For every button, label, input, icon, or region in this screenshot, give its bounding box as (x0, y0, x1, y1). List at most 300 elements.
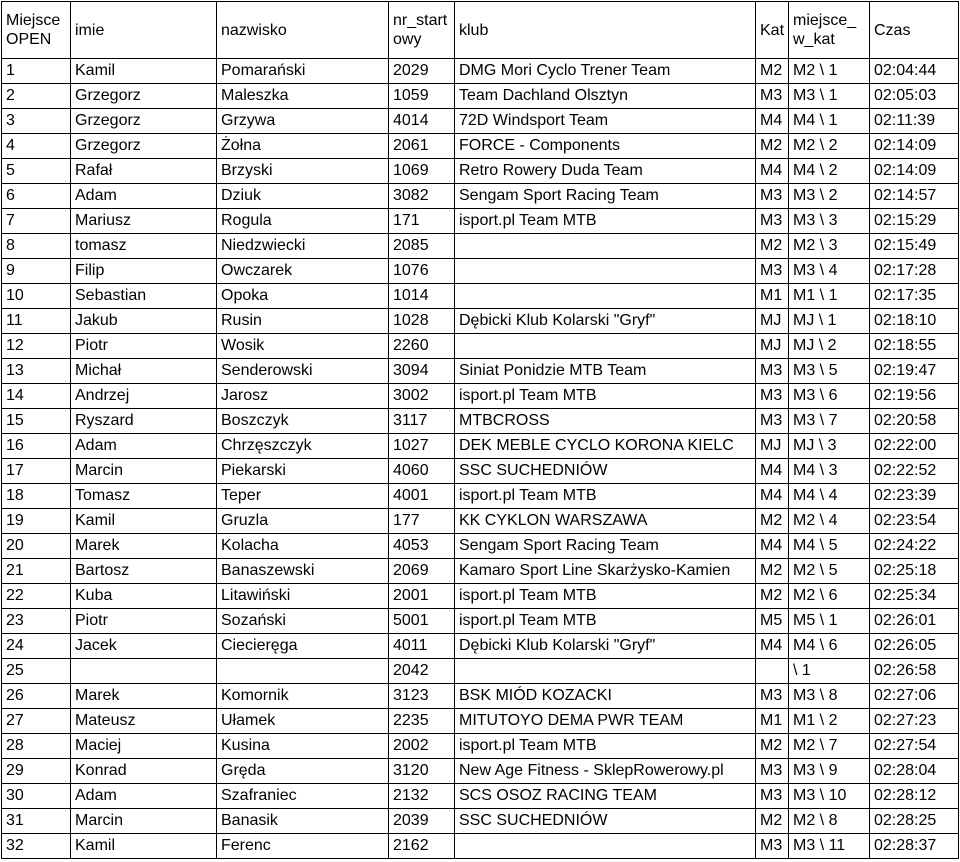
cell-last-name: Pomarański (217, 59, 389, 84)
cell-place: 12 (2, 334, 71, 359)
cell-place: 22 (2, 584, 71, 609)
cell-club: BSK MIÓD KOZACKI (455, 684, 756, 709)
cell-last-name: Banasik (217, 809, 389, 834)
cell-last-name: Banaszewski (217, 559, 389, 584)
table-row (2, 734, 959, 759)
cell-last-name: Żołna (217, 134, 389, 159)
cell-last-name: Dziuk (217, 184, 389, 209)
cell-club: SSC SUCHEDNIÓW (455, 809, 756, 834)
cell-category: M1 (756, 284, 789, 309)
cell-start-number: 177 (389, 509, 455, 534)
header-last-name: nazwisko (217, 2, 389, 59)
cell-place: 29 (2, 759, 71, 784)
cell-time: 02:26:05 (870, 634, 959, 659)
cell-time: 02:20:58 (870, 409, 959, 434)
cell-time: 02:22:52 (870, 459, 959, 484)
cell-start-number: 2132 (389, 784, 455, 809)
cell-club (455, 234, 756, 259)
cell-place: 10 (2, 284, 71, 309)
table-row (2, 584, 959, 609)
cell-time: 02:23:54 (870, 509, 959, 534)
cell-place-in-category: M4 \ 1 (789, 109, 870, 134)
cell-place: 7 (2, 209, 71, 234)
cell-category: M3 (756, 359, 789, 384)
cell-club: Team Dachland Olsztyn (455, 84, 756, 109)
cell-first-name: Tomasz (71, 484, 217, 509)
cell-place: 14 (2, 384, 71, 409)
cell-place-in-category: M2 \ 1 (789, 59, 870, 84)
cell-time: 02:28:04 (870, 759, 959, 784)
cell-last-name: Niedzwiecki (217, 234, 389, 259)
cell-start-number: 4001 (389, 484, 455, 509)
cell-time: 02:28:12 (870, 784, 959, 809)
cell-place: 32 (2, 834, 71, 859)
cell-category: M3 (756, 259, 789, 284)
table-row (2, 534, 959, 559)
cell-time: 02:23:39 (870, 484, 959, 509)
cell-last-name: Kusina (217, 734, 389, 759)
cell-start-number: 1076 (389, 259, 455, 284)
cell-place: 21 (2, 559, 71, 584)
cell-club (455, 284, 756, 309)
cell-category: M4 (756, 159, 789, 184)
cell-place-in-category: M5 \ 1 (789, 609, 870, 634)
cell-first-name: Ryszard (71, 409, 217, 434)
cell-place-in-category: M3 \ 4 (789, 259, 870, 284)
cell-category: M2 (756, 559, 789, 584)
cell-start-number: 3123 (389, 684, 455, 709)
cell-place: 8 (2, 234, 71, 259)
cell-start-number: 2235 (389, 709, 455, 734)
cell-place: 9 (2, 259, 71, 284)
cell-category: M3 (756, 384, 789, 409)
cell-first-name: Filip (71, 259, 217, 284)
cell-first-name: Adam (71, 784, 217, 809)
table-body (2, 59, 959, 859)
cell-place-in-category: M4 \ 5 (789, 534, 870, 559)
table-row (2, 209, 959, 234)
header-time: Czas (870, 2, 959, 59)
cell-club: New Age Fitness - SklepRowerowy.pl (455, 759, 756, 784)
cell-category: M3 (756, 759, 789, 784)
cell-time: 02:22:00 (870, 434, 959, 459)
cell-place: 28 (2, 734, 71, 759)
cell-time: 02:26:01 (870, 609, 959, 634)
cell-start-number: 3117 (389, 409, 455, 434)
cell-start-number: 1059 (389, 84, 455, 109)
cell-last-name: Grzywa (217, 109, 389, 134)
table-row (2, 109, 959, 134)
cell-category: M3 (756, 784, 789, 809)
cell-place: 25 (2, 659, 71, 684)
cell-first-name: Grzegorz (71, 134, 217, 159)
cell-start-number: 3120 (389, 759, 455, 784)
cell-place-in-category: M3 \ 7 (789, 409, 870, 434)
cell-time: 02:19:56 (870, 384, 959, 409)
header-category: Kat (756, 2, 789, 59)
cell-time: 02:14:57 (870, 184, 959, 209)
cell-last-name: Sozański (217, 609, 389, 634)
cell-start-number: 3002 (389, 384, 455, 409)
cell-last-name: Senderowski (217, 359, 389, 384)
table-row (2, 84, 959, 109)
cell-club: isport.pl Team MTB (455, 734, 756, 759)
cell-category: M2 (756, 509, 789, 534)
cell-club: isport.pl Team MTB (455, 209, 756, 234)
cell-first-name: Adam (71, 184, 217, 209)
cell-club: KK CYKLON WARSZAWA (455, 509, 756, 534)
cell-start-number: 1014 (389, 284, 455, 309)
cell-category: M2 (756, 134, 789, 159)
cell-place: 19 (2, 509, 71, 534)
cell-last-name: Kolacha (217, 534, 389, 559)
table-row (2, 559, 959, 584)
cell-club: isport.pl Team MTB (455, 484, 756, 509)
cell-place: 16 (2, 434, 71, 459)
cell-place-in-category: M1 \ 2 (789, 709, 870, 734)
cell-place-in-category: M3 \ 11 (789, 834, 870, 859)
cell-category: MJ (756, 434, 789, 459)
cell-time: 02:17:28 (870, 259, 959, 284)
cell-place: 27 (2, 709, 71, 734)
cell-place: 6 (2, 184, 71, 209)
cell-time: 02:14:09 (870, 134, 959, 159)
cell-place-in-category: M2 \ 7 (789, 734, 870, 759)
cell-first-name: Marek (71, 684, 217, 709)
cell-last-name: Jarosz (217, 384, 389, 409)
cell-last-name: Ferenc (217, 834, 389, 859)
cell-place-in-category: M1 \ 1 (789, 284, 870, 309)
cell-club: Siniat Ponidzie MTB Team (455, 359, 756, 384)
table-row (2, 434, 959, 459)
cell-club: Dębicki Klub Kolarski "Gryf" (455, 309, 756, 334)
cell-place: 11 (2, 309, 71, 334)
cell-start-number: 3094 (389, 359, 455, 384)
cell-place-in-category: M2 \ 3 (789, 234, 870, 259)
cell-club: SCS OSOZ RACING TEAM (455, 784, 756, 809)
cell-category: M4 (756, 534, 789, 559)
table-row (2, 284, 959, 309)
cell-place: 30 (2, 784, 71, 809)
cell-category: M3 (756, 409, 789, 434)
cell-place-in-category: M4 \ 3 (789, 459, 870, 484)
cell-time: 02:05:03 (870, 84, 959, 109)
cell-first-name: Andrzej (71, 384, 217, 409)
table-row (2, 359, 959, 384)
cell-club: Retro Rowery Duda Team (455, 159, 756, 184)
cell-category: M3 (756, 209, 789, 234)
cell-start-number: 2039 (389, 809, 455, 834)
cell-first-name: Maciej (71, 734, 217, 759)
cell-start-number: 2029 (389, 59, 455, 84)
cell-first-name: Piotr (71, 334, 217, 359)
cell-last-name: Gruzla (217, 509, 389, 534)
table-row (2, 834, 959, 859)
table-row (2, 659, 959, 684)
cell-start-number: 3082 (389, 184, 455, 209)
cell-club: isport.pl Team MTB (455, 384, 756, 409)
table-row (2, 159, 959, 184)
cell-club (455, 834, 756, 859)
cell-category: M5 (756, 609, 789, 634)
cell-place: 20 (2, 534, 71, 559)
cell-last-name: Teper (217, 484, 389, 509)
cell-first-name: Bartosz (71, 559, 217, 584)
table-row (2, 184, 959, 209)
cell-category: M1 (756, 709, 789, 734)
cell-first-name: Marcin (71, 809, 217, 834)
cell-start-number: 1069 (389, 159, 455, 184)
cell-club: DEK MEBLE CYCLO KORONA KIELC (455, 434, 756, 459)
table-row (2, 59, 959, 84)
table-row (2, 309, 959, 334)
cell-last-name: Chrzęszczyk (217, 434, 389, 459)
cell-start-number: 4053 (389, 534, 455, 559)
cell-place-in-category: M2 \ 4 (789, 509, 870, 534)
table-row (2, 759, 959, 784)
header-club: klub (455, 2, 756, 59)
cell-first-name: Piotr (71, 609, 217, 634)
cell-last-name: Boszczyk (217, 409, 389, 434)
cell-place-in-category: M2 \ 2 (789, 134, 870, 159)
header-place: Miejsce OPEN (2, 2, 71, 59)
cell-first-name: Marek (71, 534, 217, 559)
cell-last-name: Owczarek (217, 259, 389, 284)
cell-first-name: Kamil (71, 59, 217, 84)
cell-place-in-category: M3 \ 10 (789, 784, 870, 809)
cell-first-name: Kamil (71, 834, 217, 859)
cell-category: M3 (756, 84, 789, 109)
cell-place: 24 (2, 634, 71, 659)
results-table (1, 1, 959, 859)
table-row (2, 609, 959, 634)
cell-last-name: Ułamek (217, 709, 389, 734)
cell-club (455, 334, 756, 359)
cell-time: 02:15:49 (870, 234, 959, 259)
cell-category: M4 (756, 109, 789, 134)
cell-place-in-category: M2 \ 8 (789, 809, 870, 834)
table-row (2, 709, 959, 734)
cell-category: M3 (756, 184, 789, 209)
table-row (2, 409, 959, 434)
cell-place-in-category: \ 1 (789, 659, 870, 684)
cell-last-name: Gręda (217, 759, 389, 784)
cell-first-name: Sebastian (71, 284, 217, 309)
cell-club: MITUTOYO DEMA PWR TEAM (455, 709, 756, 734)
cell-time: 02:28:25 (870, 809, 959, 834)
cell-category: M4 (756, 634, 789, 659)
cell-place: 13 (2, 359, 71, 384)
cell-place-in-category: M4 \ 6 (789, 634, 870, 659)
cell-start-number: 2001 (389, 584, 455, 609)
cell-last-name: Piekarski (217, 459, 389, 484)
cell-last-name: Komornik (217, 684, 389, 709)
table-row (2, 809, 959, 834)
cell-club: Sengam Sport Racing Team (455, 184, 756, 209)
cell-start-number: 2085 (389, 234, 455, 259)
header-first-name: imie (71, 2, 217, 59)
cell-time: 02:14:09 (870, 159, 959, 184)
cell-category: M2 (756, 584, 789, 609)
cell-place: 1 (2, 59, 71, 84)
cell-time: 02:26:58 (870, 659, 959, 684)
table-row (2, 384, 959, 409)
cell-club: FORCE - Components (455, 134, 756, 159)
cell-first-name (71, 659, 217, 684)
cell-club: Sengam Sport Racing Team (455, 534, 756, 559)
header-row (2, 2, 959, 59)
cell-start-number: 5001 (389, 609, 455, 634)
cell-place-in-category: M3 \ 2 (789, 184, 870, 209)
cell-place-in-category: M3 \ 6 (789, 384, 870, 409)
cell-last-name (217, 659, 389, 684)
table-row (2, 784, 959, 809)
cell-place-in-category: M4 \ 2 (789, 159, 870, 184)
cell-club: Dębicki Klub Kolarski "Gryf" (455, 634, 756, 659)
cell-time: 02:18:10 (870, 309, 959, 334)
cell-start-number: 2061 (389, 134, 455, 159)
cell-first-name: Kamil (71, 509, 217, 534)
cell-time: 02:27:06 (870, 684, 959, 709)
cell-time: 02:25:34 (870, 584, 959, 609)
cell-category: M2 (756, 234, 789, 259)
cell-first-name: Marcin (71, 459, 217, 484)
cell-time: 02:27:54 (870, 734, 959, 759)
cell-place: 23 (2, 609, 71, 634)
cell-start-number: 2162 (389, 834, 455, 859)
cell-place: 18 (2, 484, 71, 509)
cell-category: M2 (756, 59, 789, 84)
cell-category: MJ (756, 334, 789, 359)
cell-last-name: Wosik (217, 334, 389, 359)
cell-start-number: 171 (389, 209, 455, 234)
cell-club: SSC SUCHEDNIÓW (455, 459, 756, 484)
cell-first-name: Mariusz (71, 209, 217, 234)
cell-time: 02:28:37 (870, 834, 959, 859)
cell-place-in-category: M3 \ 9 (789, 759, 870, 784)
cell-first-name: Konrad (71, 759, 217, 784)
cell-category: MJ (756, 309, 789, 334)
cell-category: M4 (756, 459, 789, 484)
cell-club (455, 259, 756, 284)
cell-place-in-category: M3 \ 8 (789, 684, 870, 709)
cell-time: 02:19:47 (870, 359, 959, 384)
cell-category: M3 (756, 684, 789, 709)
cell-club (455, 659, 756, 684)
cell-club: DMG Mori Cyclo Trener Team (455, 59, 756, 84)
cell-start-number: 1028 (389, 309, 455, 334)
cell-last-name: Litawiński (217, 584, 389, 609)
cell-first-name: Mateusz (71, 709, 217, 734)
cell-last-name: Maleszka (217, 84, 389, 109)
cell-category (756, 659, 789, 684)
table-row (2, 234, 959, 259)
cell-time: 02:17:35 (870, 284, 959, 309)
header-start-number: nr_start owy (389, 2, 455, 59)
cell-place: 15 (2, 409, 71, 434)
table-row (2, 634, 959, 659)
cell-first-name: Adam (71, 434, 217, 459)
cell-place: 17 (2, 459, 71, 484)
table-row (2, 334, 959, 359)
cell-start-number: 2069 (389, 559, 455, 584)
cell-last-name: Rogula (217, 209, 389, 234)
cell-first-name: Michał (71, 359, 217, 384)
cell-last-name: Rusin (217, 309, 389, 334)
cell-start-number: 4014 (389, 109, 455, 134)
cell-start-number: 2260 (389, 334, 455, 359)
cell-time: 02:04:44 (870, 59, 959, 84)
cell-place-in-category: M3 \ 3 (789, 209, 870, 234)
cell-place: 31 (2, 809, 71, 834)
cell-first-name: Kuba (71, 584, 217, 609)
cell-start-number: 4060 (389, 459, 455, 484)
cell-start-number: 4011 (389, 634, 455, 659)
cell-club: isport.pl Team MTB (455, 584, 756, 609)
cell-place: 3 (2, 109, 71, 134)
cell-place-in-category: MJ \ 2 (789, 334, 870, 359)
header-place-in-category: miejsce_ w_kat (789, 2, 870, 59)
cell-last-name: Szafraniec (217, 784, 389, 809)
cell-place: 5 (2, 159, 71, 184)
cell-first-name: Grzegorz (71, 84, 217, 109)
cell-time: 02:15:29 (870, 209, 959, 234)
cell-time: 02:18:55 (870, 334, 959, 359)
table-row (2, 509, 959, 534)
cell-last-name: Ciecieręga (217, 634, 389, 659)
cell-start-number: 1027 (389, 434, 455, 459)
cell-club: Kamaro Sport Line Skarżysko-Kamien (455, 559, 756, 584)
cell-last-name: Opoka (217, 284, 389, 309)
cell-place-in-category: M4 \ 4 (789, 484, 870, 509)
cell-first-name: Jacek (71, 634, 217, 659)
cell-place-in-category: MJ \ 1 (789, 309, 870, 334)
table-row (2, 684, 959, 709)
cell-place-in-category: M3 \ 1 (789, 84, 870, 109)
cell-start-number: 2042 (389, 659, 455, 684)
table-row (2, 459, 959, 484)
cell-place: 26 (2, 684, 71, 709)
cell-start-number: 2002 (389, 734, 455, 759)
cell-time: 02:11:39 (870, 109, 959, 134)
cell-place-in-category: M2 \ 5 (789, 559, 870, 584)
cell-first-name: tomasz (71, 234, 217, 259)
table-row (2, 484, 959, 509)
cell-place: 2 (2, 84, 71, 109)
cell-last-name: Brzyski (217, 159, 389, 184)
cell-first-name: Rafał (71, 159, 217, 184)
table-header (2, 2, 959, 59)
cell-place-in-category: M2 \ 6 (789, 584, 870, 609)
cell-place-in-category: MJ \ 3 (789, 434, 870, 459)
cell-club: isport.pl Team MTB (455, 609, 756, 634)
cell-first-name: Jakub (71, 309, 217, 334)
cell-time: 02:27:23 (870, 709, 959, 734)
cell-club: MTBCROSS (455, 409, 756, 434)
table-row (2, 259, 959, 284)
cell-time: 02:25:18 (870, 559, 959, 584)
cell-category: M3 (756, 834, 789, 859)
table-row (2, 134, 959, 159)
cell-first-name: Grzegorz (71, 109, 217, 134)
cell-category: M2 (756, 734, 789, 759)
cell-place-in-category: M3 \ 5 (789, 359, 870, 384)
cell-club: 72D Windsport Team (455, 109, 756, 134)
cell-category: M2 (756, 809, 789, 834)
cell-place: 4 (2, 134, 71, 159)
cell-category: M4 (756, 484, 789, 509)
cell-time: 02:24:22 (870, 534, 959, 559)
